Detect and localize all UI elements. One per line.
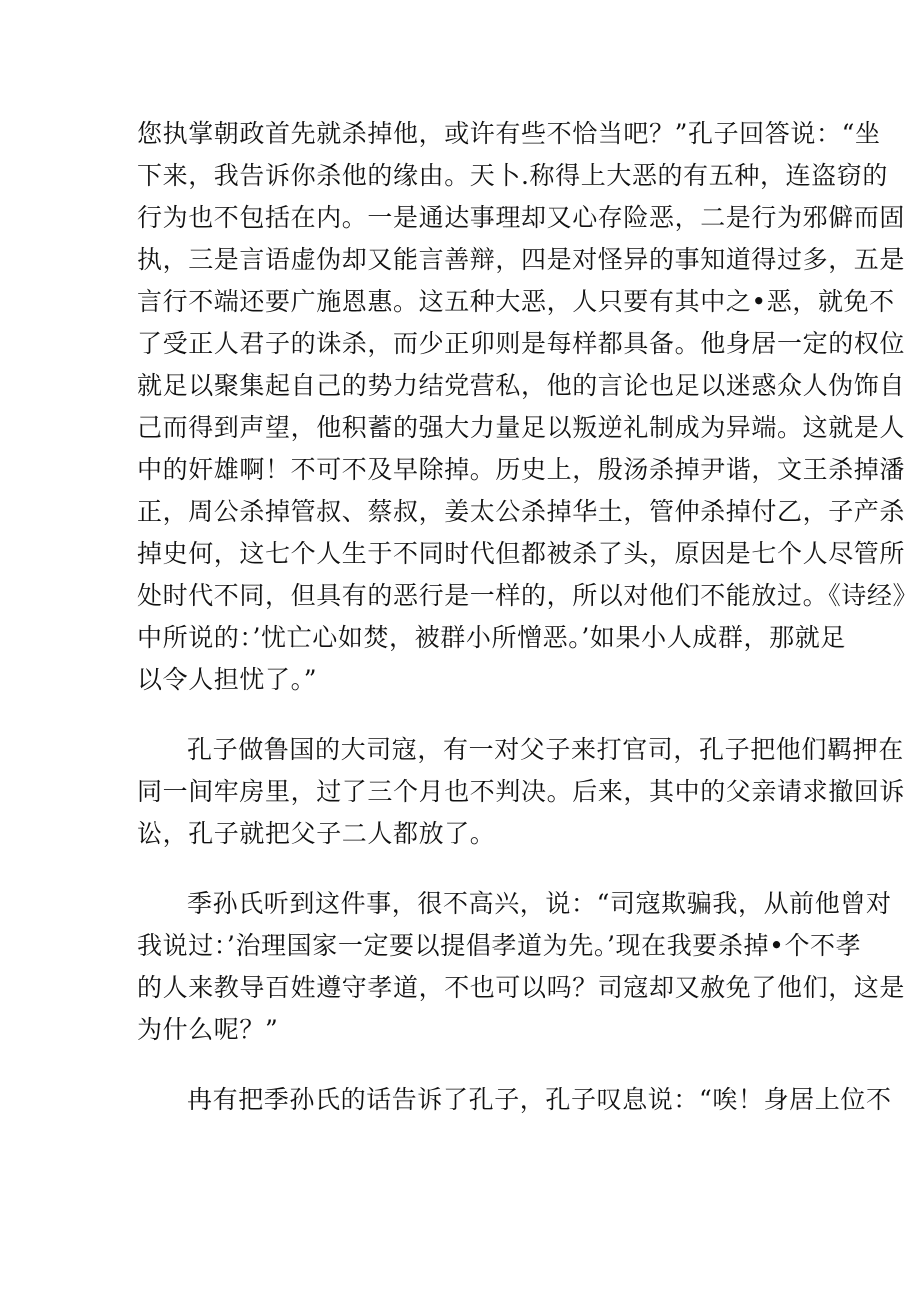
text-line: 正，周公杀掉管叔、蔡叔，姜太公杀掉华土，管仲杀掉付乙，子产杀: [137, 497, 906, 526]
text-line: 言行不端还要广施恩惠。这五种大恶，人只要有其中之•恶，就免不: [137, 287, 895, 316]
paragraph-gap: [137, 701, 797, 729]
text-line: 掉史何，这七个人生于不同时代但都被杀了头，原因是七个人尽管所: [137, 539, 906, 568]
text-line: 以令人担忧了。”: [137, 665, 318, 694]
text-line: 孔子做鲁国的大司寇，有一对父子来打官司，孔子把他们羁押在: [187, 735, 904, 764]
text-line: 冉有把季孙氏的话告诉了孔子，孔子叹息说：“唉！身居上位不: [187, 1085, 892, 1114]
text-line: 就足以聚集起自己的势力结党营私，他的言论也足以迷惑众人伪饰自: [137, 371, 906, 400]
text-line: 季孙氏听到这件事，很不高兴，说：“司寇欺骗我，从前他曾对: [187, 889, 892, 918]
text-line: 行为也不包括在内。一是通达事理却又心存险恶，二是行为邪僻而固: [137, 203, 906, 232]
document-body: [137, 113, 919, 1121]
text-line: 的人来教导百姓遵守孝道，不也可以吗？司寇却又赦免了他们，这是: [137, 973, 906, 1002]
text-line: 中的奸雄啊！不可不及早除掉。历史上，殷汤杀掉尹谐，文王杀掉潘: [137, 455, 906, 484]
paragraph: [137, 1079, 892, 1121]
text-line: 己而得到声望，他积蓄的强大力量足以叛逆礼制成为异端。这就是人: [137, 413, 906, 442]
text-line: 为什么呢？”: [137, 1015, 279, 1044]
paragraph-gap: [137, 1051, 797, 1079]
text-line: 中所说的：’忧亡心如焚，被群小所憎恶。’如果小人成群，那就足: [137, 623, 846, 652]
paragraph: [137, 883, 906, 1051]
text-line: 了受正人君子的诛杀，而少正卯则是每样都具备。他身居一定的权位: [137, 329, 906, 358]
paragraph: [137, 113, 919, 701]
text-line: 讼，孔子就把父子二人都放了。: [137, 819, 496, 848]
text-line: 您执掌朝政首先就杀掉他，或许有些不恰当吧？”孔子回答说：“坐: [137, 119, 881, 148]
text-line: 执，三是言语虚伪却又能言善辩，四是对怪异的事知道得过多，五是: [137, 245, 906, 274]
text-line: 处时代不同，但具有的恶行是一样的，所以对他们不能放过。《诗经》: [137, 581, 919, 610]
paragraph: [137, 729, 906, 855]
paragraph-gap: [137, 855, 797, 883]
text-line: 同一间牢房里，过了三个月也不判决。后来，其中的父亲请求撤回诉: [137, 777, 906, 806]
text-line: 我说过：’治理国家一定要以提倡孝道为先。’现在我要杀掉•个不孝: [137, 931, 862, 960]
text-line: 下来，我告诉你杀他的缘由。天卜.称得上大恶的有五种，连盗窃的: [137, 161, 888, 190]
